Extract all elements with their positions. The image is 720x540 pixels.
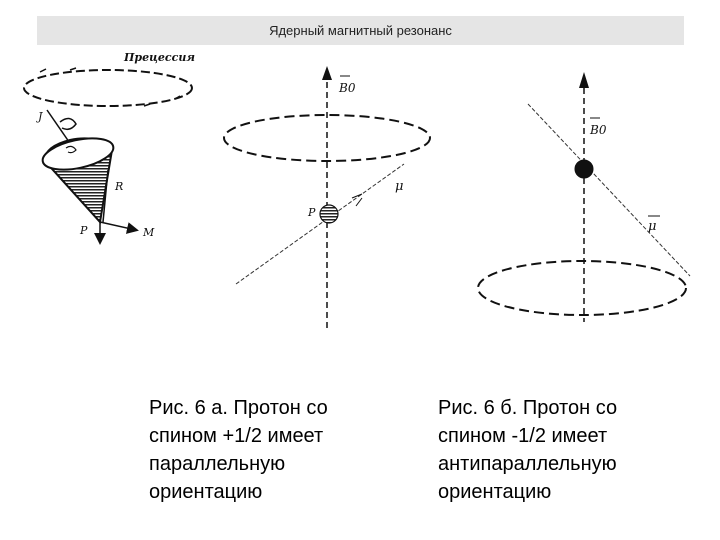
r-label: R <box>115 180 124 193</box>
b0-arrowhead-middle <box>322 66 332 80</box>
b0-label-right: B0 <box>590 123 607 137</box>
b0-label-middle: B0 <box>339 81 356 95</box>
mu-vector-middle <box>236 164 404 284</box>
proton-sphere-right <box>575 160 593 178</box>
precession-cone-base-right <box>478 261 686 315</box>
mu-label-right: μ <box>648 219 657 234</box>
slide-title: Ядерный магнитный резонанс <box>269 23 452 38</box>
precession-label: Прецессия <box>124 51 196 64</box>
parallel-orientation-figure <box>224 66 430 328</box>
precession-figure <box>24 51 195 242</box>
spin-rotation-loop <box>60 118 76 129</box>
mu-label-middle: μ <box>395 179 404 194</box>
b0-arrowhead-right <box>579 72 589 88</box>
m-vector <box>100 222 136 230</box>
p-label: P <box>80 224 88 237</box>
j-label: J <box>38 110 43 123</box>
precession-orbit <box>24 70 192 106</box>
proton-sphere-middle <box>320 205 338 223</box>
caption-figure-6a: Рис. 6 а. Протон со спином +1/2 имеет параллельную ориентацию <box>149 397 328 503</box>
proton-label: P <box>308 206 316 219</box>
mu-vector-right <box>528 104 690 276</box>
m-label: M <box>143 226 155 239</box>
caption-figure-6b: Рис. 6 б. Протон со спином -1/2 имеет антипараллельную ориентацию <box>438 397 618 503</box>
antiparallel-orientation-figure <box>478 72 690 322</box>
